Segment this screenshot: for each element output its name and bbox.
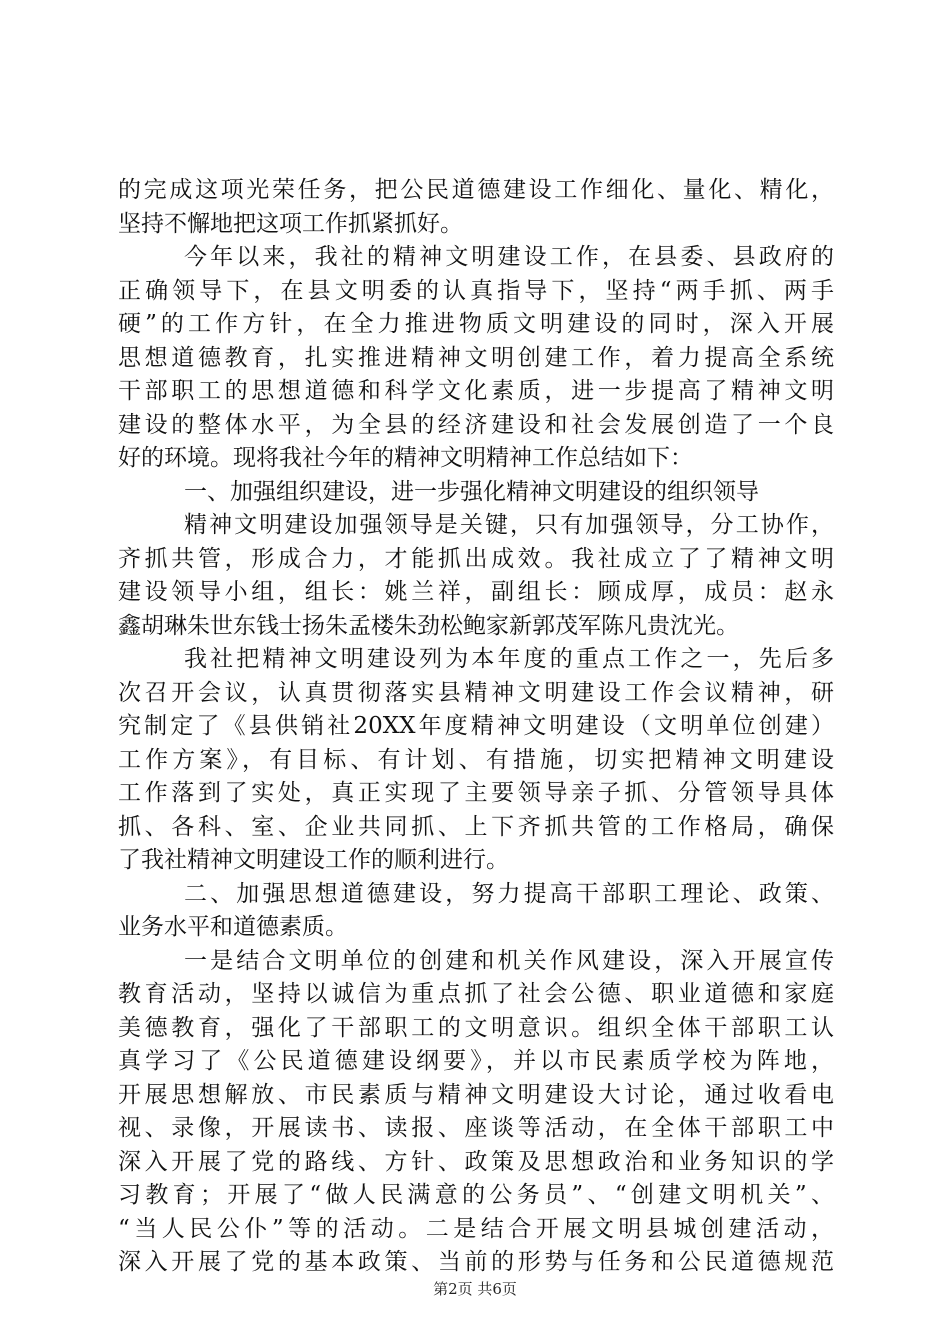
text-line: 好的环境。现将我社今年的精神文明精神工作总结如下： [118, 445, 693, 471]
text-line: 了我社精神文明建设工作的顺利进行。 [118, 847, 509, 873]
text-line: 干部职工的思想道德和科学文化素质，进一步提高了精神文明 [118, 378, 834, 404]
document-body [118, 174, 834, 1280]
text-line: 建设的整体水平，为全县的经济建设和社会发展创造了一个良 [118, 411, 834, 438]
text-line: 精神文明建设加强领导是关键，只有加强领导，分工协作， [184, 512, 834, 538]
text-line: 齐抓共管，形成合力，才能抓出成效。我社成立了了精神文明 [118, 545, 834, 572]
text-line: 的完成这项光荣任务，把公民道德建设工作细化、量化、精化， [118, 177, 834, 203]
text-line: 次召开会议，认真贯彻落实县精神文明建设工作会议精神，研 [118, 679, 834, 706]
text-line: 深入开展了党的路线、方针、政策及思想政治和业务知识的学 [118, 1148, 834, 1175]
text-line: 建设领导小组，组长：姚兰祥，副组长：顾成厚，成员：赵永 [118, 579, 834, 605]
text-line: 一、加强组织建设，进一步强化精神文明建设的组织领导 [184, 478, 759, 505]
text-line: 正确领导下，在县文明委的认真指导下，坚持“两手抓、两手 [118, 277, 834, 304]
page-footer: 第2页 共6页 [433, 1280, 517, 1298]
text-line: 工作方案》，有目标、有计划、有措施，切实把精神文明建设 [118, 746, 834, 773]
text-line: 我社把精神文明建设列为本年度的重点工作之一，先后多 [184, 646, 834, 672]
text-line: 工作落到了实处，真正实现了主要领导亲子抓、分管领导具体 [118, 780, 834, 806]
text-line: 究制定了《县供销社20XX年度精神文明建设（文明单位创建） [118, 713, 834, 739]
text-line: 二、加强思想道德建设，努力提高干部职工理论、政策、 [184, 880, 834, 907]
text-line: 习教育；开展了“做人民满意的公务员”、“创建文明机关”、 [118, 1182, 834, 1208]
text-line: 教育活动，坚持以诚信为重点抓了社会公德、职业道德和家庭 [118, 981, 834, 1007]
text-line: 业务水平和道德素质。 [118, 914, 348, 940]
text-line: 抓、各科、室、企业共同抓、上下齐抓共管的工作格局，确保 [118, 813, 834, 840]
text-line: 真学习了《公民道德建设纲要》，并以市民素质学校为阵地， [118, 1048, 834, 1074]
text-line: 思想道德教育，扎实推进精神文明创建工作，着力提高全系统 [118, 344, 834, 371]
text-line: 硬”的工作方针，在全力推进物质文明建设的同时，深入开展 [118, 311, 834, 337]
text-line: 今年以来，我社的精神文明建设工作，在县委、县政府的 [184, 244, 834, 270]
text-line: 一是结合文明单位的创建和机关作风建设，深入开展宣传 [184, 947, 834, 974]
text-line: 深入开展了党的基本政策、当前的形势与任务和公民道德规范 [118, 1249, 834, 1275]
text-line: “当人民公仆”等的活动。二是结合开展文明县城创建活动， [118, 1215, 834, 1242]
text-line: 坚持不懈地把这项工作抓紧抓好。 [118, 210, 463, 237]
text-line: 鑫胡琳朱世东钱士扬朱孟楼朱劲松鲍家新郭茂军陈凡贵沈光。 [118, 612, 739, 639]
text-line: 开展思想解放、市民素质与精神文明建设大讨论，通过收看电 [118, 1081, 834, 1108]
text-line: 美德教育，强化了干部职工的文明意识。组织全体干部职工认 [118, 1014, 834, 1041]
text-line: 视、录像，开展读书、读报、座谈等活动，在全体干部职工中 [118, 1115, 834, 1141]
